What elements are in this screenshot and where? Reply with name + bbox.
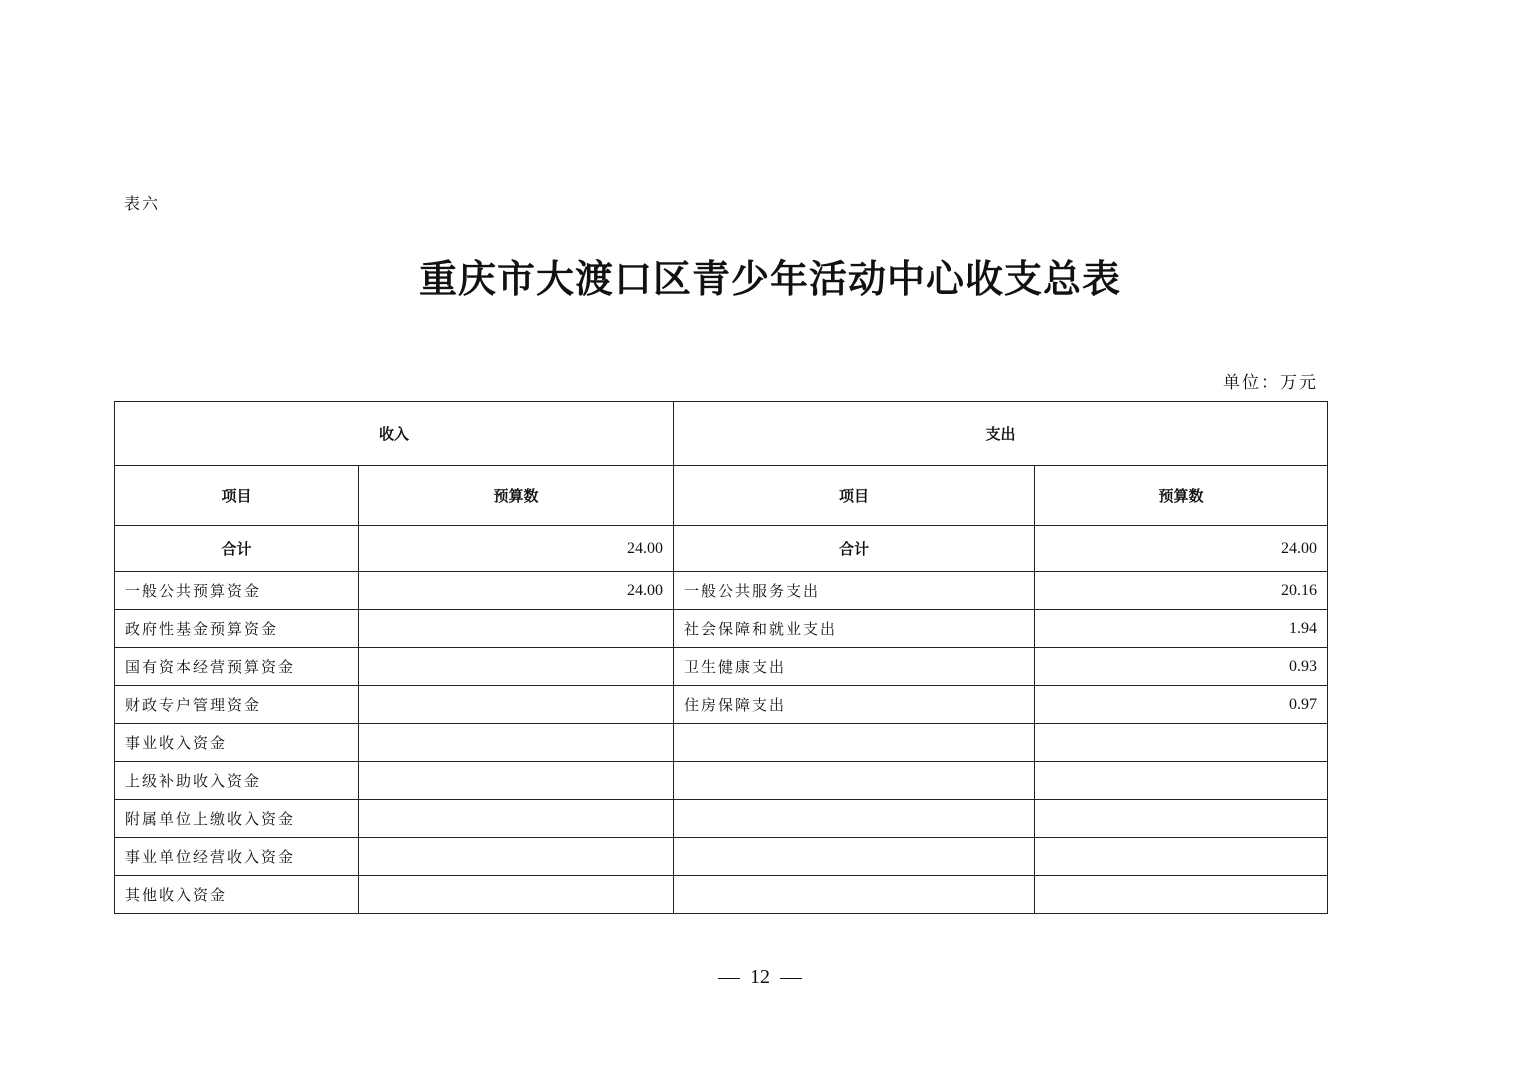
total-row — [115, 526, 1328, 572]
expense-item — [674, 762, 1035, 800]
expense-amount — [1035, 762, 1328, 800]
table-row — [115, 838, 1328, 876]
table-row — [115, 876, 1328, 914]
table-row — [115, 762, 1328, 800]
expense-group-header: 支出 — [674, 402, 1328, 466]
page-number: 12 — [750, 966, 770, 988]
footer-dash-left — [718, 978, 740, 979]
expense-item-header: 项目 — [674, 466, 1035, 526]
expense-item — [674, 838, 1035, 876]
income-total-label: 合计 — [115, 526, 359, 572]
income-amount — [359, 610, 674, 648]
income-group-header: 收入 — [115, 402, 674, 466]
expense-item: 卫生健康支出 — [674, 648, 1035, 686]
income-amount-header: 预算数 — [359, 466, 674, 526]
expense-amount: 0.97 — [1035, 686, 1328, 724]
income-amount — [359, 838, 674, 876]
income-item: 事业单位经营收入资金 — [115, 838, 359, 876]
income-amount — [359, 686, 674, 724]
expense-item: 一般公共服务支出 — [674, 572, 1035, 610]
income-item: 事业收入资金 — [115, 724, 359, 762]
page-footer — [0, 966, 1520, 989]
budget-summary-table — [114, 401, 1328, 914]
expense-item: 社会保障和就业支出 — [674, 610, 1035, 648]
expense-amount — [1035, 838, 1328, 876]
table-row — [115, 724, 1328, 762]
expense-amount — [1035, 800, 1328, 838]
income-item: 附属单位上缴收入资金 — [115, 800, 359, 838]
table-row — [115, 800, 1328, 838]
expense-amount-header: 预算数 — [1035, 466, 1328, 526]
footer-dash-right — [780, 978, 802, 979]
income-amount — [359, 648, 674, 686]
table-row — [115, 686, 1328, 724]
income-amount — [359, 762, 674, 800]
expense-amount — [1035, 876, 1328, 914]
unit-label: 单位：万元 — [1223, 373, 1318, 393]
income-item-header: 项目 — [115, 466, 359, 526]
income-item: 一般公共预算资金 — [115, 572, 359, 610]
expense-total-label: 合计 — [674, 526, 1035, 572]
expense-item — [674, 800, 1035, 838]
income-amount — [359, 800, 674, 838]
page-title: 重庆市大渡口区青少年活动中心收支总表 — [418, 256, 1121, 301]
table-row — [115, 572, 1328, 610]
expense-amount: 1.94 — [1035, 610, 1328, 648]
expense-amount — [1035, 724, 1328, 762]
income-item: 其他收入资金 — [115, 876, 359, 914]
expense-amount: 20.16 — [1035, 572, 1328, 610]
table-row — [115, 610, 1328, 648]
income-total-value: 24.00 — [359, 526, 674, 572]
income-item: 上级补助收入资金 — [115, 762, 359, 800]
expense-total-value: 24.00 — [1035, 526, 1328, 572]
income-amount — [359, 724, 674, 762]
income-amount — [359, 876, 674, 914]
column-header-row — [115, 466, 1328, 526]
expense-item — [674, 724, 1035, 762]
table-row — [115, 648, 1328, 686]
income-item: 财政专户管理资金 — [115, 686, 359, 724]
table-label: 表六 — [124, 194, 161, 213]
expense-amount: 0.93 — [1035, 648, 1328, 686]
group-header-row — [115, 402, 1328, 466]
income-item: 国有资本经营预算资金 — [115, 648, 359, 686]
expense-item — [674, 876, 1035, 914]
income-item: 政府性基金预算资金 — [115, 610, 359, 648]
income-amount: 24.00 — [359, 572, 674, 610]
expense-item: 住房保障支出 — [674, 686, 1035, 724]
